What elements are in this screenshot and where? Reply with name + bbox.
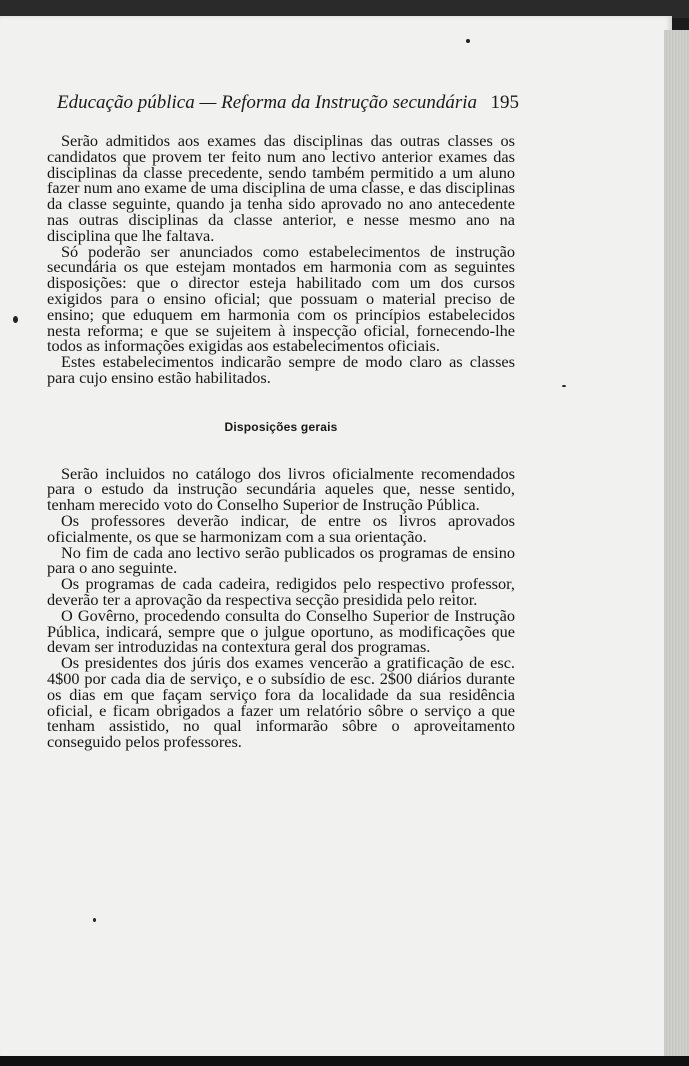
page-edge-stack bbox=[664, 30, 689, 1060]
running-header bbox=[57, 92, 519, 120]
paragraph: Os programas de cada cadeira, redigidos pelo respectivo professor, deverão ter a aprovação da respectiva secção presidida pelo reitor. bbox=[47, 574, 515, 609]
paragraph: No fim de cada ano lectivo serão publicados os programas de ensino para o ano seguinte. bbox=[47, 542, 515, 578]
running-title: Educação pública — Reforma da Instrução secundária bbox=[57, 92, 478, 113]
speck bbox=[466, 39, 470, 43]
speck bbox=[93, 918, 96, 922]
section-heading: Disposições gerais bbox=[224, 419, 338, 434]
page-body bbox=[47, 133, 515, 750]
paragraph: Os presidentes dos júris dos exames vencerão a gratificação de esc. 4$00 por cada dia de serviço, e o subsídio de esc. 2$00 diários durante os dias em que façam serviço fora da localidade da sua residência oficial, e ficam obrigados a fazer um relatório sôbre o serviço a que tenham assistido, no qual informarão sôbre o aproveitamento conseguido pelos professores. bbox=[47, 653, 515, 752]
paragraph: Serão admitidos aos exames das disciplinas das outras classes os candidatos que provem ter feito num ano lectivo anterior exames das disciplinas da classe precedente, sendo também permitido a um aluno fazer num ano exame de uma disciplina de uma classe, e das disciplinas da classe seguinte, quando ja tenha sido aprovado no ano antecedente nas outras disciplinas da classe anterior, e nesse mesmo ano na disciplina que lhe faltava. bbox=[47, 131, 515, 245]
paragraph: Os professores deverão indicar, de entre os livros aprovados oficialmente, os que se harmonizam com a sua orientação. bbox=[47, 510, 515, 546]
page-number: 195 bbox=[490, 92, 519, 113]
speck bbox=[13, 316, 18, 323]
paragraph: Estes estabelecimentos indicarão sempre de modo claro as classes para cujo ensino estão habilitados. bbox=[47, 352, 515, 387]
paragraph: O Govêrno, procedendo consulta do Conselho Superior de Instrução Pública, indicará, sempre que o julgue oportuno, as modificações que devam ser introduzidas na contextura geral dos programas. bbox=[47, 605, 515, 657]
paragraph: Serão incluidos no catálogo dos livros oficialmente recomendados para o estudo da instrução secundária aqueles que, nesse sentido, tenham merecido voto do Conselho Superior de Instrução Pública. bbox=[47, 463, 515, 515]
paragraph: Só poderão ser anunciados como estabelecimentos de instrução secundária os que estejam montados em harmonia com as seguintes disposições: que o director esteja habilitado com um dos cursos exigidos para o ensino oficial; que possuam o material preciso de ensino; que eduquem em harmonia com os princípios estabelecidos nesta reforma; e que se sujeitem à inspecção oficial, fornecendo-lhe todos as informações exigidas aos estabelecimentos oficiais. bbox=[47, 241, 515, 356]
speck bbox=[562, 385, 566, 387]
scan-bottom-border bbox=[0, 1056, 689, 1066]
